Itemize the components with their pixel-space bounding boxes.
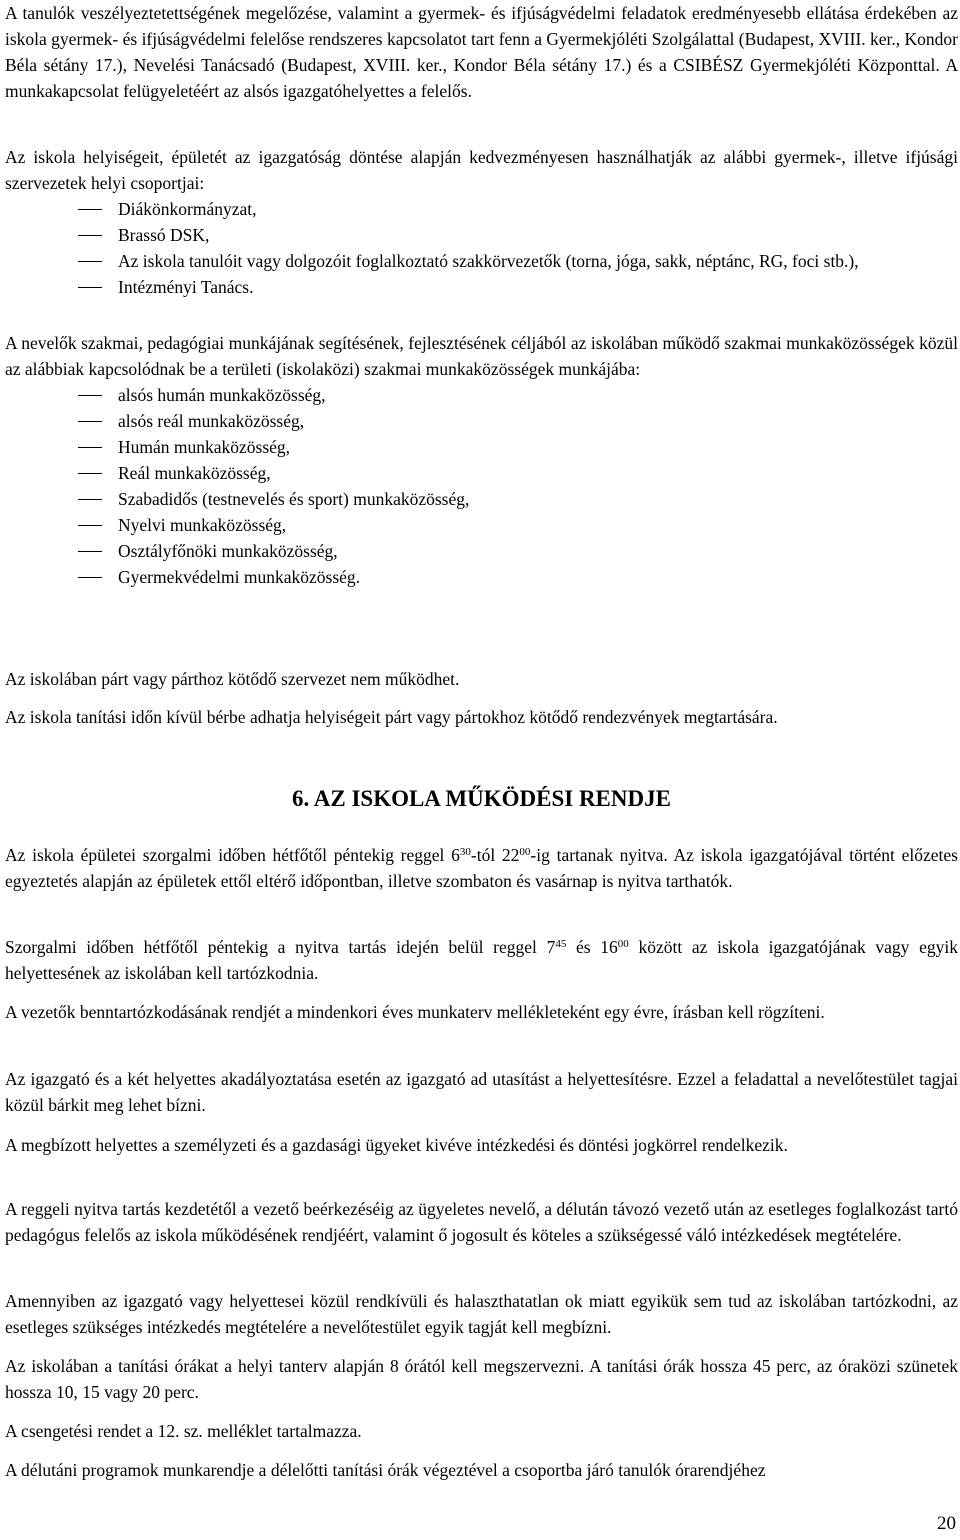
presence-hours-text: között az iskola igazgatójának vagy egyik helyettesének az iskolában kell tartózkodnia.: [5, 937, 958, 983]
paragraph-duty-teacher: A reggeli nyitva tartás kezdetétől a vezető beérkezéséig az ügyeletes nevelő, a délután távozó vezető után az esetleges foglalkozást tartó pedagógus felelős az iskola működésének rendjéért, valamint ő jogosult és köteles a szükségessé váló intézkedések megtételére.: [5, 1199, 958, 1245]
list-item: Diákönkormányzat,: [5, 196, 958, 222]
paragraph-emergency-delegation: Amennyiben az igazgató vagy helyettesei közül rendkívüli és halaszthatatlan ok miatt egyikük sem tud az iskolában tartózkodni, az esetleges szükséges intézkedés megtételére a nevelőtestület egyik tagját kell megbízni.: [5, 1291, 958, 1337]
work-communities-list: [5, 382, 958, 590]
closing-minutes: 00: [519, 846, 531, 858]
youth-organizations-intro: Az iskola helyiségeit, épületét az igazgatóság döntése alapján kedvezményesen használhatják az alábbi gyermek-, illetve ifjúsági szervezetek helyi csoportjai:: [5, 147, 958, 193]
paragraph-child-protection: A tanulók veszélyeztetettségének megelőzése, valamint a gyermek- és ifjúságvédelmi feladatok eredményesebb ellátása érdekében az iskola gyermek- és ifjúságvédelmi felelőse rendszeres kapcsolatot tart fenn a Gyermekjóléti Szolgálattal (Budapest, XVIII. ker., Kondor Béla sétány 17.), Nevelési Tanácsadó (Budapest, XVIII. ker., Kondor Béla sétány 17.) és a CSIBÉSZ Gyermekjóléti Központtal. A munkakapcsolat felügyeletéért az alsós igazgatóhelyettes a felelős.: [5, 3, 958, 101]
list-item: Gyermekvédelmi munkaközösség.: [5, 564, 958, 590]
list-item: Szabadidős (testnevelés és sport) munkaközösség,: [5, 486, 958, 512]
list-item: Osztályfőnöki munkaközösség,: [5, 538, 958, 564]
paragraph-substitution: Az igazgató és a két helyettes akadályoztatása esetén az igazgató ad utasítást a helyettesítésre. Ezzel a feladattal a nevelőtestület tagjai közül bárkit meg lehet bízni.: [5, 1069, 958, 1115]
paragraph-afternoon-programs: A délutáni programok munkarendje a délelőtti tanítási órák végeztével a csoportba járó tanulók órarendjéhez: [5, 1460, 766, 1480]
work-communities-intro: A nevelők szakmai, pedagógiai munkájának segítésének, fejlesztésének céljából az iskolában működő szakmai munkaközösségek közül az alábbiak kapcsolódnak be a területi (iskolaközi) szakmai munkaközösségek munkájába:: [5, 333, 958, 379]
paragraph-rental: Az iskola tanítási időn kívül bérbe adhatja helyiségeit párt vagy pártokhoz kötődő rendezvények megtartására.: [5, 707, 778, 727]
paragraph-deputy-authority: A megbízott helyettes a személyzeti és a gazdasági ügyeket kivéve intézkedési és döntési jogkörrel rendelkezik.: [5, 1135, 788, 1155]
list-item: Brassó DSK,: [5, 222, 958, 248]
opening-minutes: 30: [459, 846, 471, 858]
list-item: Intézményi Tanács.: [5, 274, 958, 300]
paragraph-no-parties: Az iskolában párt vagy párthoz kötődő szervezet nem működhet.: [5, 669, 460, 689]
list-item: Reál munkaközösség,: [5, 460, 958, 486]
opening-hours-text: Az iskola épületei szorgalmi időben hétfőtől péntekig reggel 6: [5, 845, 460, 865]
youth-organizations-list: [5, 196, 958, 300]
presence-hours-text: Szorgalmi időben hétfőtől péntekig a nyitva tartás idején belül reggel 7: [5, 937, 556, 957]
paragraph-presence-hours: [5, 934, 958, 986]
presence-hours-text: és 16: [566, 937, 618, 957]
paragraph-leader-presence: A vezetők benntartózkodásának rendjét a mindenkori éves munkaterv mellékleteként egy évre, írásban kell rögzíteni.: [5, 1002, 825, 1022]
paragraph-youth-organizations: [5, 144, 958, 300]
presence-start-minutes: 45: [555, 938, 567, 950]
opening-hours-text: -tól 22: [470, 845, 520, 865]
list-item: Humán munkaközösség,: [5, 434, 958, 460]
list-item: Az iskola tanulóit vagy dolgozóit foglalkoztató szakkörvezetők (torna, jóga, sakk, néptánc, RG, foci stb.),: [5, 248, 958, 274]
paragraph-lesson-schedule: Az iskolában a tanítási órákat a helyi tanterv alapján 8 órától kell megszervezni. A tanítási órák hossza 45 perc, az óraközi szünetek hossza 10, 15 vagy 20 perc.: [5, 1356, 958, 1402]
opening-hours-text: -ig tartanak nyitva. Az iskola igazgatójával történt előzetes egyeztetés alapján az épületek ettől eltérő időpontban, illetve szombaton és vasárnap is nyitva tarthatók.: [5, 845, 958, 891]
section-heading: 6. AZ ISKOLA MŰKÖDÉSI RENDJE: [292, 786, 671, 811]
presence-end-minutes: 00: [617, 938, 629, 950]
paragraph-opening-hours: [5, 842, 958, 894]
page-number: 20: [937, 1513, 956, 1534]
list-item: Nyelvi munkaközösség,: [5, 512, 958, 538]
paragraph-bell-schedule: A csengetési rendet a 12. sz. melléklet tartalmazza.: [5, 1421, 362, 1441]
paragraph-work-communities: [5, 330, 958, 590]
list-item: alsós humán munkaközösség,: [5, 382, 958, 408]
list-item: alsós reál munkaközösség,: [5, 408, 958, 434]
